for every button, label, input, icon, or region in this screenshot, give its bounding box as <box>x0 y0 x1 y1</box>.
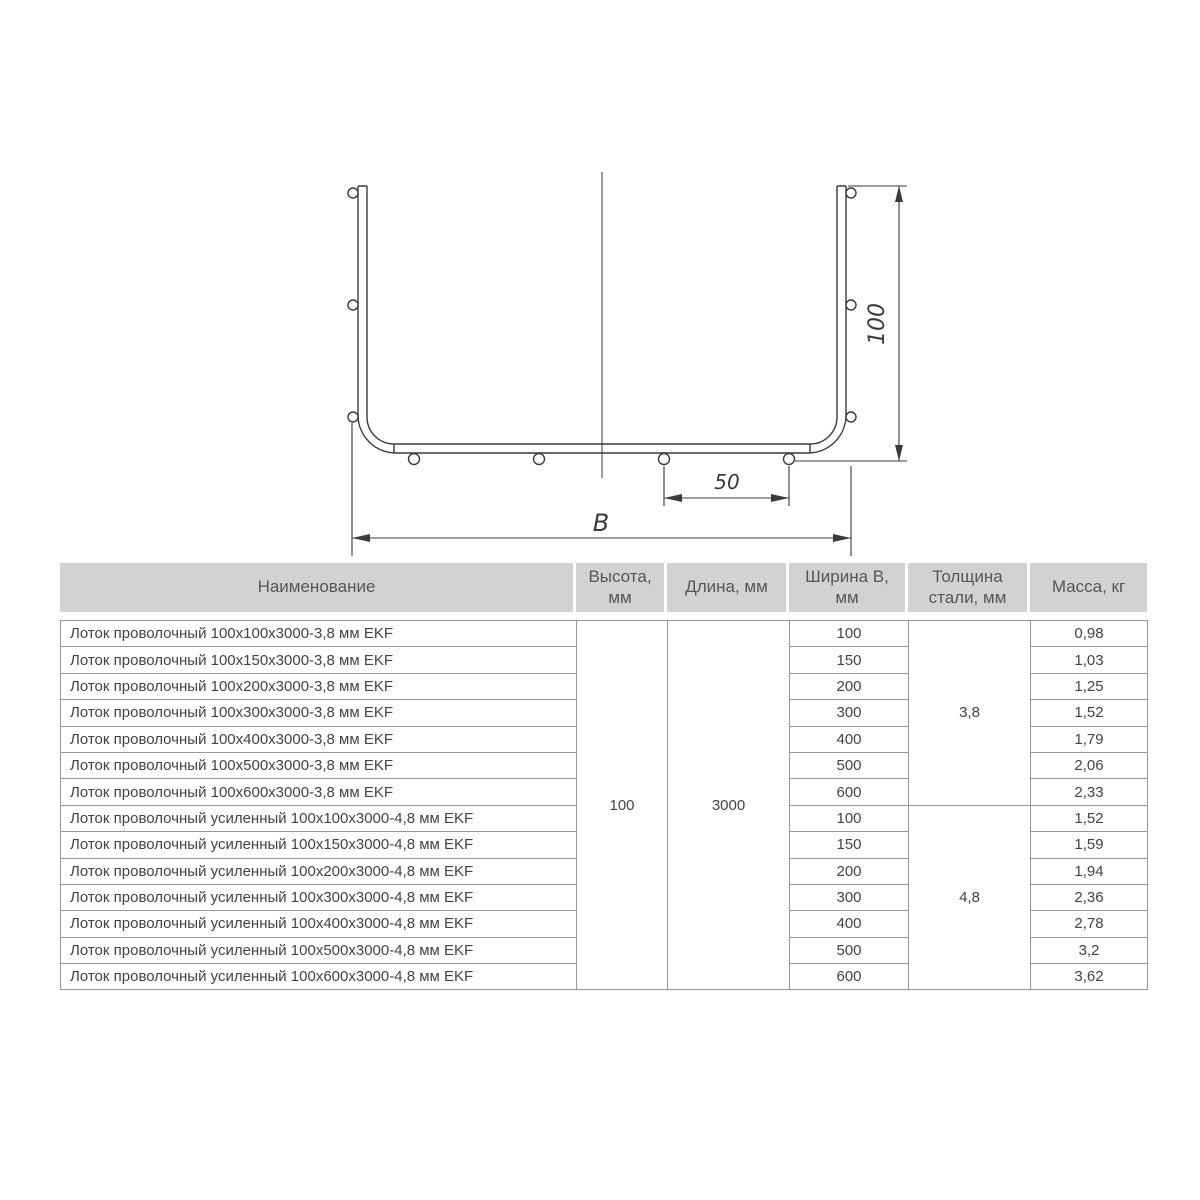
width-cell: 100 <box>790 621 909 647</box>
spec-table-header <box>60 563 1147 612</box>
mass-cell: 2,36 <box>1031 884 1148 910</box>
dim-label-height: 100 <box>865 303 890 345</box>
width-cell: 400 <box>790 911 909 937</box>
width-cell: 600 <box>790 964 909 990</box>
mass-cell: 1,59 <box>1031 832 1148 858</box>
width-cell: 600 <box>790 779 909 805</box>
product-name-cell: Лоток проволочный усиленный 100х150х3000-4,8 мм EKF <box>61 832 577 858</box>
product-name-cell: Лоток проволочный 100х400х3000-3,8 мм EKF <box>61 726 577 752</box>
header-cell-thickness: Толщина стали, мм <box>908 563 1027 612</box>
product-name-cell: Лоток проволочный усиленный 100х300х3000-4,8 мм EKF <box>61 884 577 910</box>
width-cell: 500 <box>790 937 909 963</box>
mass-cell: 1,52 <box>1031 700 1148 726</box>
width-cell: 500 <box>790 752 909 778</box>
mass-cell: 1,79 <box>1031 726 1148 752</box>
arrowhead-icon <box>771 494 789 502</box>
product-name-cell: Лоток проволочный 100х150х3000-3,8 мм EKF <box>61 647 577 673</box>
thickness-merged-cell: 4,8 <box>909 805 1031 990</box>
header-cell-mass: Масса, кг <box>1030 563 1147 612</box>
arrowhead-icon <box>352 534 370 542</box>
arrowhead-icon <box>664 494 682 502</box>
width-cell: 200 <box>790 858 909 884</box>
dim-label-spacing: 50 <box>714 470 740 494</box>
arrowhead-icon <box>833 534 851 542</box>
arrowhead-icon <box>895 445 903 461</box>
width-cell: 150 <box>790 647 909 673</box>
dim-label-width: B <box>592 509 610 537</box>
width-cell: 300 <box>790 884 909 910</box>
length-merged-cell: 3000 <box>668 621 790 990</box>
mass-cell: 1,94 <box>1031 858 1148 884</box>
width-cell: 400 <box>790 726 909 752</box>
mass-cell: 1,25 <box>1031 673 1148 699</box>
header-cell-name: Наименование <box>60 563 573 612</box>
header-cell-height: Высота, мм <box>576 563 664 612</box>
mass-cell: 2,06 <box>1031 752 1148 778</box>
product-name-cell: Лоток проволочный 100х600х3000-3,8 мм EKF <box>61 779 577 805</box>
wire-tray-cross-section-drawing <box>0 0 1200 560</box>
product-name-cell: Лоток проволочный 100х500х3000-3,8 мм EKF <box>61 752 577 778</box>
product-name-cell: Лоток проволочный 100х100х3000-3,8 мм EKF <box>61 621 577 647</box>
header-cell-width: Ширина В, мм <box>789 563 905 612</box>
product-name-cell: Лоток проволочный усиленный 100х100х3000-4,8 мм EKF <box>61 805 577 831</box>
spec-table <box>60 620 1148 990</box>
product-name-cell: Лоток проволочный усиленный 100х500х3000-4,8 мм EKF <box>61 937 577 963</box>
height-merged-cell: 100 <box>577 621 668 990</box>
mass-cell: 2,78 <box>1031 911 1148 937</box>
mass-cell: 0,98 <box>1031 621 1148 647</box>
product-name-cell: Лоток проволочный 100х200х3000-3,8 мм EKF <box>61 673 577 699</box>
mass-cell: 3,2 <box>1031 937 1148 963</box>
product-name-cell: Лоток проволочный 100х300х3000-3,8 мм EKF <box>61 700 577 726</box>
width-cell: 200 <box>790 673 909 699</box>
product-name-cell: Лоток проволочный усиленный 100х600х3000-4,8 мм EKF <box>61 964 577 990</box>
mass-cell: 1,52 <box>1031 805 1148 831</box>
product-name-cell: Лоток проволочный усиленный 100х200х3000-4,8 мм EKF <box>61 858 577 884</box>
mass-cell: 1,03 <box>1031 647 1148 673</box>
mass-cell: 2,33 <box>1031 779 1148 805</box>
arrowhead-icon <box>895 186 903 202</box>
mass-cell: 3,62 <box>1031 964 1148 990</box>
table-row <box>61 621 1148 647</box>
width-cell: 300 <box>790 700 909 726</box>
width-cell: 100 <box>790 805 909 831</box>
width-cell: 150 <box>790 832 909 858</box>
header-cell-length: Длина, мм <box>667 563 786 612</box>
product-name-cell: Лоток проволочный усиленный 100х400х3000-4,8 мм EKF <box>61 911 577 937</box>
thickness-merged-cell: 3,8 <box>909 621 1031 806</box>
